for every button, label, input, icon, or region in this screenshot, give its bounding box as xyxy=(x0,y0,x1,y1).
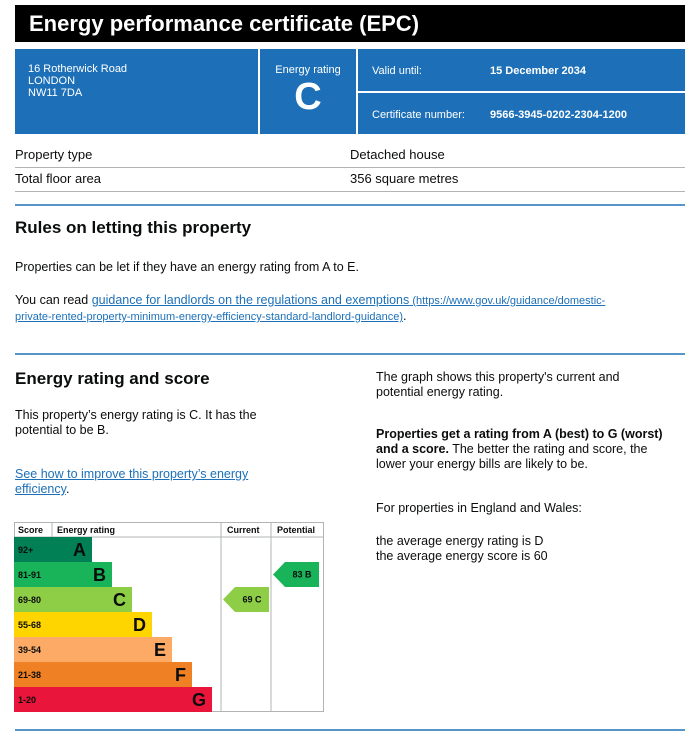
energy-rating-chart xyxy=(14,522,324,712)
page-title: Energy performance certificate (EPC) xyxy=(15,5,685,42)
certificate-number-value: 9566-3945-0202-2304-1200 xyxy=(490,109,628,121)
current-arrow-label: 69 C xyxy=(242,594,262,605)
section-divider-3 xyxy=(15,729,685,731)
valid-until-label: Valid until: xyxy=(372,65,422,77)
improve-efficiency-link[interactable] xyxy=(15,467,248,496)
address-line-2: LONDON xyxy=(28,75,76,87)
potential-arrow-label: 83 B xyxy=(292,569,312,580)
floor-area-value: 356 square metres xyxy=(350,171,459,186)
guidance-url-b: private-rented-property-minimum-energy-efficiency-standard-landlord-guidance) xyxy=(15,311,404,323)
guidance-suffix: . xyxy=(403,309,407,323)
rules-paragraph: Properties can be let if they have an energy rating from A to E. xyxy=(15,260,359,274)
graph-line-2: potential energy rating. xyxy=(376,385,504,399)
rating-rest-1: The better the rating and score, the xyxy=(448,442,648,456)
rating-rest-2: lower your energy bills are likely to be. xyxy=(376,457,588,471)
improve-suffix: . xyxy=(65,482,70,496)
guidance-link-text: guidance for landlords on the regulations and exemptions xyxy=(91,293,410,307)
score-range-label: 69-80 xyxy=(18,595,42,605)
floor-area-label: Total floor area xyxy=(15,171,101,186)
averages xyxy=(376,534,548,564)
floor-area-row xyxy=(15,167,685,192)
graph-line-1: The graph shows this property's current and xyxy=(376,370,620,384)
improve-link-line-2: efficiency xyxy=(15,482,66,496)
column-header: Current xyxy=(227,525,260,535)
section-divider-2 xyxy=(15,353,685,355)
energy-rating-box xyxy=(260,49,356,134)
certificate-number-label: Certificate number: xyxy=(372,109,465,121)
certificate-number-block xyxy=(358,93,685,134)
section-divider xyxy=(15,204,685,206)
band-letter: B xyxy=(93,565,106,585)
improve-link-line-1: See how to improve this property’s energy xyxy=(15,467,249,481)
column-header: Potential xyxy=(277,525,316,535)
address-line-3: NW11 7DA xyxy=(28,87,83,99)
graph-explanation xyxy=(376,370,619,400)
band-letter: D xyxy=(133,615,146,635)
valid-until-value: 15 December 2034 xyxy=(490,65,587,77)
column-header: Energy rating xyxy=(57,525,116,535)
guidance-paragraph xyxy=(15,293,675,325)
band-bar-g xyxy=(52,687,212,712)
band-letter: E xyxy=(153,640,166,660)
score-range-label: 92+ xyxy=(18,545,34,555)
band-letter: C xyxy=(113,590,126,610)
rules-heading: Rules on letting this property xyxy=(15,218,252,237)
improve-paragraph xyxy=(15,467,248,497)
score-range-label: 21-38 xyxy=(18,670,42,680)
score-range-label: 81-91 xyxy=(18,570,42,580)
rating-bold-2: and a score. xyxy=(376,442,449,456)
column-header: Score xyxy=(18,525,44,535)
guidance-prefix: You can read xyxy=(15,293,92,307)
band-letter: F xyxy=(175,665,186,685)
energy-rating-value: C xyxy=(294,76,322,118)
band-bar-a xyxy=(52,537,92,562)
band-bar-f xyxy=(52,662,192,687)
score-line-2: potential to be B. xyxy=(15,423,109,437)
certificate-summary xyxy=(15,49,685,134)
score-line-1: This property’s energy rating is C. It has the xyxy=(15,408,257,422)
property-type-row xyxy=(15,143,685,168)
score-paragraph xyxy=(15,408,257,438)
address-line-1: 16 Rotherwick Road xyxy=(28,63,128,75)
average-score: the average energy score is 60 xyxy=(376,549,548,563)
score-range-label: 1-20 xyxy=(18,695,37,705)
guidance-url-a: (https://www.gov.uk/guidance/domestic- xyxy=(409,295,606,307)
band-letter: G xyxy=(191,690,206,710)
address-block xyxy=(15,49,258,134)
property-type-value: Detached house xyxy=(350,147,445,162)
rating-bold-1: Properties get a rating from A (best) to G (worst) xyxy=(376,427,663,441)
score-range-label: 39-54 xyxy=(18,645,42,655)
band-letter: A xyxy=(73,540,86,560)
england-wales-label: For properties in England and Wales: xyxy=(376,501,582,515)
guidance-link[interactable] xyxy=(15,293,605,323)
energy-score-heading: Energy rating and score xyxy=(15,369,210,388)
property-type-label: Property type xyxy=(15,147,93,162)
average-rating: the average energy rating is D xyxy=(376,534,544,548)
energy-rating-label: Energy rating xyxy=(275,64,341,76)
rating-explanation xyxy=(376,427,663,472)
valid-until-block xyxy=(358,49,685,91)
score-range-label: 55-68 xyxy=(18,620,42,630)
